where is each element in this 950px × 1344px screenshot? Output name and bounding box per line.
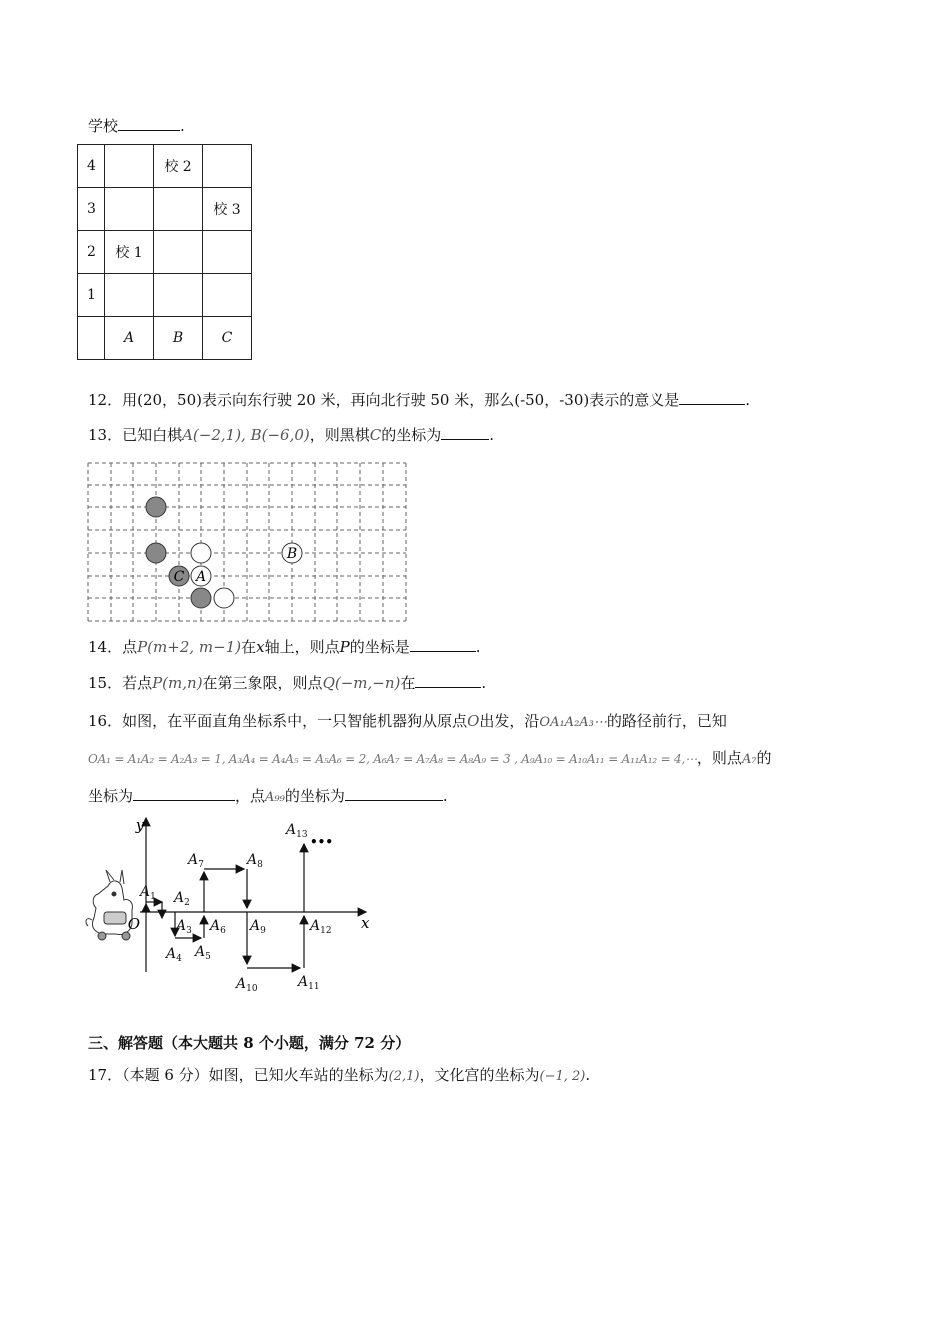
column-label: C — [203, 317, 252, 360]
q14-text1: 在 — [241, 638, 257, 656]
q15-mid: 在第三象限，则点 — [202, 674, 323, 692]
row-label: 1 — [78, 274, 105, 317]
q14-period: . — [475, 638, 481, 656]
q15-answer-blank[interactable] — [415, 673, 481, 688]
point-label-a3: $A_3$ — [176, 918, 192, 936]
table-row — [78, 145, 252, 188]
q12-answer-blank[interactable] — [679, 390, 745, 405]
point-label-a4: $A_4$ — [166, 946, 182, 964]
q16-suffix: 的路径前行，已知 — [606, 712, 727, 730]
point-label-a7: $A_7$ — [188, 852, 204, 870]
black-stone — [146, 543, 166, 563]
table-row — [78, 188, 252, 231]
question-15 — [88, 673, 486, 693]
robot-dog-path-figure — [80, 812, 380, 994]
q17-palace-coord: (−1, 2) — [539, 1069, 586, 1084]
question-14 — [88, 637, 481, 657]
q13-mid: ，则黑棋 — [309, 426, 370, 444]
q13-math: A(−2,1), B(−6,0) — [182, 426, 310, 444]
question-16-line-3 — [88, 786, 448, 808]
row-label: 4 — [78, 145, 105, 188]
question-16-line-2 — [88, 748, 772, 770]
q14-text2: 轴上，则点 — [264, 638, 340, 656]
q16-answer-blank-1[interactable] — [133, 786, 235, 801]
point-label-a1: $A_1$ — [140, 884, 156, 902]
section-3-title: 三、解答题（本大题共 8 个小题，满分 72 分） — [88, 1034, 411, 1052]
q13-prefix: 13．已知白棋 — [88, 426, 183, 444]
point-label-a13: $A_{13}$ — [286, 822, 308, 840]
q15-suffix: 在 — [400, 674, 416, 692]
table-cell — [203, 274, 252, 317]
stone-label-b: B — [286, 546, 298, 562]
q14-var-p: P — [339, 638, 350, 656]
q16-origin-o: O — [467, 712, 480, 730]
q16-lengths-math: OA₁ = A₁A₂ = A₂A₃ = 1, A₃A₄ = A₄A₅ = A₅A₆ = 2, A₆A₇ = A₇A₈ = A₈A₉ = 3 , A₉A₁₀ = A₁₀A₁₁ = A₁₁A₁₂ = 4,⋯ — [88, 752, 697, 766]
go-board-grid — [88, 463, 406, 621]
q15-math-q: Q(−m,−n) — [322, 674, 401, 692]
table-cell — [154, 274, 203, 317]
robot-dog-icon — [86, 870, 132, 940]
table-cell — [105, 274, 154, 317]
table-cell — [154, 231, 203, 274]
q11-tail-text: 学校 — [88, 117, 119, 135]
table-cell: 校 1 — [105, 231, 154, 274]
table-row — [78, 274, 252, 317]
q11-tail-line — [88, 116, 185, 136]
continuation-dots: ••• — [310, 835, 334, 849]
table-cell — [154, 188, 203, 231]
x-axis-label: x — [361, 914, 370, 932]
q15-period: . — [481, 674, 487, 692]
column-label: B — [154, 317, 203, 360]
table-cell — [203, 231, 252, 274]
table-row — [78, 317, 252, 360]
question-13 — [88, 425, 494, 445]
row-label: 2 — [78, 231, 105, 274]
q16-line3-prefix: 坐标为 — [88, 787, 134, 805]
white-stone — [191, 543, 211, 563]
q17-mid: ，文化宫的坐标为 — [419, 1066, 540, 1084]
q13-math-c: C — [369, 426, 382, 444]
q14-text3: 的坐标是 — [349, 638, 410, 656]
black-stone — [146, 497, 166, 517]
row-label: 3 — [78, 188, 105, 231]
q16-prefix: 16．如图，在平面直角坐标系中，一只智能机器狗从原点 — [88, 712, 468, 730]
go-board-figure — [86, 460, 408, 624]
q13-suffix: 的坐标为 — [381, 426, 442, 444]
table-cell — [203, 145, 252, 188]
question-12 — [88, 390, 750, 410]
q13-answer-blank[interactable] — [441, 425, 489, 440]
point-label-a2: $A_2$ — [174, 890, 190, 908]
q16-line2-suffix: ，则点 — [696, 749, 742, 767]
q17-prefix: 17．（本题 6 分）如图，已知火车站的坐标为 — [88, 1066, 389, 1084]
school-grid-table — [77, 144, 252, 360]
origin-label: O — [127, 915, 140, 933]
q13-period: . — [489, 426, 495, 444]
point-label-a9: $A_9$ — [250, 918, 266, 936]
q14-answer-blank[interactable] — [410, 637, 476, 652]
column-label: A — [105, 317, 154, 360]
q16-a99: A₉₉ — [265, 790, 285, 805]
point-label-a8: $A_8$ — [247, 852, 263, 870]
q12-text: 12．用(20，50)表示向东行驶 20 米，再向北行驶 50 米，那么(-50，-30)表示的意义是 — [88, 391, 680, 409]
white-stone — [214, 588, 234, 608]
point-label-a12: $A_{12}$ — [310, 918, 332, 936]
q12-period: . — [745, 391, 751, 409]
q16-line2-end: 的 — [756, 749, 772, 767]
q16-mid: 出发，沿 — [479, 712, 540, 730]
stone-label-a: A — [195, 569, 207, 585]
q16-a7: A₇ — [741, 752, 757, 767]
point-label-a5: $A_5$ — [195, 944, 211, 962]
q14-prefix: 14．点 — [88, 638, 138, 656]
point-label-a11: $A_{11}$ — [298, 974, 320, 992]
question-17 — [88, 1065, 590, 1087]
q11-period: . — [180, 117, 185, 135]
table-cell — [105, 188, 154, 231]
q15-prefix: 15．若点 — [88, 674, 153, 692]
q11-answer-blank[interactable] — [118, 116, 180, 131]
black-stone — [191, 588, 211, 608]
q15-math-p: P(m,n) — [152, 674, 203, 692]
table-cell: 校 3 — [203, 188, 252, 231]
q17-station-coord: (2,1) — [388, 1069, 420, 1084]
point-label-a6: $A_6$ — [210, 918, 226, 936]
q16-line3-suffix: 的坐标为 — [284, 787, 345, 805]
row-label — [78, 317, 105, 360]
stone-label-c: C — [173, 569, 185, 585]
q16-path-math: OA₁A₂A₃⋯ — [539, 715, 607, 730]
question-16-line-1 — [88, 711, 727, 733]
table-row — [78, 231, 252, 274]
table-cell — [105, 145, 154, 188]
y-axis-label: y — [135, 816, 145, 834]
q16-answer-blank-2[interactable] — [345, 786, 443, 801]
q17-period: . — [585, 1066, 591, 1084]
point-label-a10: $A_{10}$ — [236, 976, 258, 994]
table-cell: 校 2 — [154, 145, 203, 188]
q14-math: P(m+2, m−1) — [137, 638, 242, 656]
q16-period: . — [442, 787, 448, 805]
q14-var-x: x — [256, 638, 265, 656]
q16-line3-mid: ，点 — [235, 787, 266, 805]
